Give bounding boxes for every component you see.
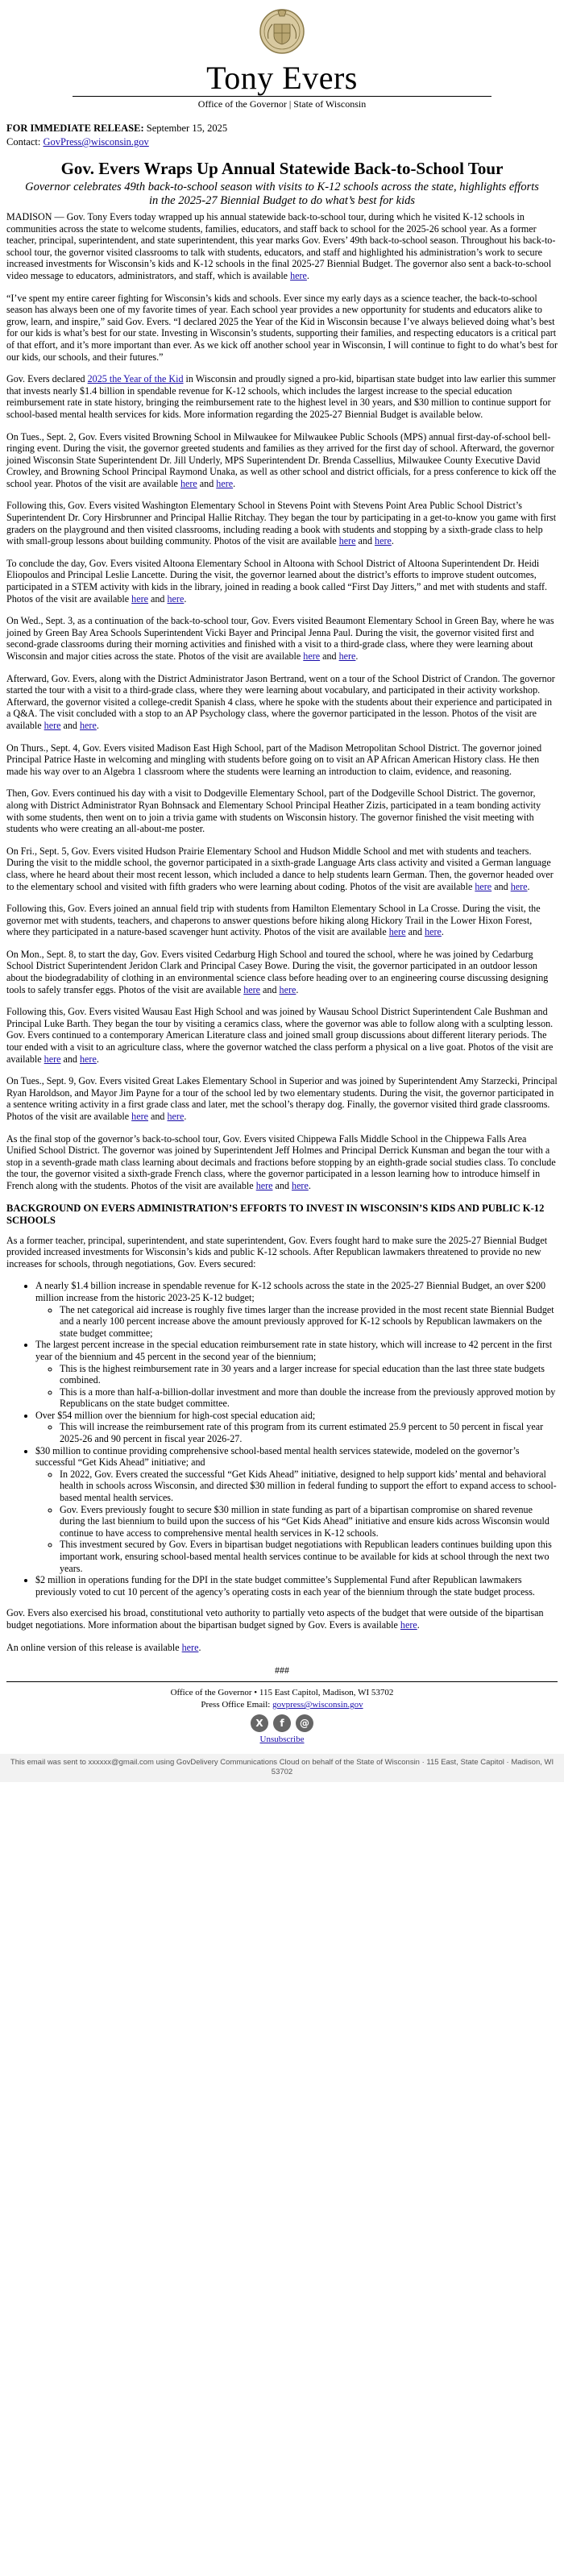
social-links — [6, 1714, 558, 1732]
budget-bullet — [35, 1339, 558, 1410]
body-text: . — [391, 535, 394, 547]
sub-bullet: ◦ The net categorical aid increase is roughly five times larger than the increase provided in the most recent state Biennial Budget and a nearly 100 percent increase above the amount previously approved for K-12 schools by Republican lawmakers on the state budget committee; — [60, 1304, 558, 1340]
body-paragraph — [6, 293, 558, 364]
body-text: and — [147, 592, 168, 605]
body-paragraph — [6, 846, 558, 892]
photo-link[interactable]: here — [375, 535, 392, 547]
body-text: and — [147, 1111, 168, 1122]
body-paragraph — [6, 373, 558, 420]
body-text: Following this, Gov. Evers joined an annual field trip with students from Hamilton Elementary School in La Crosse. During the visit, the governor met with students, teachers, and chaperons to answer questions before hiking along Hickory Trail in the Lower Hixon Forest, where they participated in a nature-based scavenger hunt activity. Photos of the visit are available — [6, 903, 541, 938]
body-text: and — [197, 477, 217, 489]
body-text: in Wisconsin and proudly signed a pro-kid, bipartisan state budget into law earlier this summer that invests nearly $1.4 billion in spendable revenue for K-12 schools, which includes the largest increase to the special education reimbursement rate in state history, bringing the reimbursement rate to the highest level in 30 years, and $30 million to continue support for school-based mental health services for kids. More information regarding the 2025-27 Biennial Budget is available below. — [6, 373, 556, 420]
body-text: . — [96, 719, 99, 731]
state-label: State of Wisconsin — [293, 98, 367, 110]
photo-link[interactable]: here — [181, 1641, 199, 1653]
photo-link[interactable]: here — [388, 926, 406, 938]
body-text: Gov. Evers also exercised his broad, constitutional veto authority to partially veto aspects of the budget that were outside of the bipartisan budget negotiations. More information about the bipartisan budget signed by Gov. Evers is available — [6, 1607, 544, 1631]
body-text: and — [320, 650, 339, 662]
body-text: An online version of this release is available — [6, 1641, 182, 1653]
sub-bullet-list — [35, 1304, 558, 1340]
photo-link[interactable]: here — [338, 535, 356, 547]
bullet-text: $2 million in operations funding for the DPI in the state budget committee’s Supplemental Fund after Republican lawmakers previously voted to cut 10 percent of the agency’s operating costs in each year of the biennium through the state budget process. — [35, 1574, 535, 1598]
photo-link[interactable]: here — [44, 719, 61, 731]
photo-link[interactable]: here — [216, 477, 234, 489]
office-line: Office of the Governor | State of Wisconsin — [73, 96, 491, 110]
body-paragraph — [6, 742, 558, 778]
body-paragraph — [6, 431, 558, 490]
unsubscribe-link[interactable]: Unsubscribe — [259, 1735, 305, 1745]
sub-bullet-list — [35, 1421, 558, 1444]
photo-link[interactable]: here — [243, 983, 261, 995]
photo-link[interactable]: here — [131, 1111, 148, 1122]
body-text: On Wed., Sept. 3, as a continuation of the back-to-school tour, Gov. Evers visited Beaumont Elementary School in Green Bay, where he was joined by Green Bay Area Schools Superintendent Vicki Bayer and Principal Jenna Paul. During the visit, the governor visited first and second-grade classrooms during their morning activities and finished with a visit to a third-grade class, where they were learning about Wisconsin and major cities across the state. Photos of the visit are available — [6, 615, 554, 662]
sub-bullet: ◦ This will increase the reimbursement rate of this program from its current estimated 25.9 percent to 50 percent in fiscal year 2025-26 and 90 percent in fiscal year 2026-27. — [60, 1421, 558, 1444]
body-text: On Mon., Sept. 8, to start the day, Gov. Evers visited Cedarburg High School and toured the school, where he was joined by Cedarburg School District Superintendent Jeridon Clark and Principal Casey Bowe. During the visit, the governor participated in an outdoor lesson about the biodegradability of clothing in an environmental science class before heading over to an engineering course discussing designing tools to safely transfer eggs. Photos of the visit are available — [6, 948, 549, 995]
body-text: To conclude the day, Gov. Evers visited Altoona Elementary School in Altoona with School District of Altoona Superintendent Dr. Heidi Eliopoulos and Principal Leslie Lancette. During the visit, the governor learned about the district’s efforts to improve student outcomes, participated in a STEM activity with kids in the library, joined in reading a book called “First Day Jitters,” and met with students and staff. Photos of the visit are available — [6, 557, 548, 605]
footer — [6, 1681, 558, 1782]
sub-bullet: ◦ In 2022, Gov. Evers created the successful “Get Kids Ahead” initiative, designed to help support kids’ mental and behavioral health in schools across Wisconsin, and directed $30 million in federal funding to support the effort to expand access to school-based mental health services. — [60, 1469, 558, 1504]
body-paragraph — [6, 1006, 558, 1065]
body-text: Following this, Gov. Evers visited Wausau East High School and was joined by Wausau School District Superintendent Cale Bushman and Principal Luke Barth. They began the tour by visiting a ceramics class, where the governor was able to follow along with a sculpting lesson. Gov. Evers continued to a contemporary American Literature class and joined small group discussions about different literary periods. The tour ended with a visit to an agriculture class, where the governor watched the class perform a physical on a live goat. Photos of the visit are available — [6, 1006, 554, 1065]
governor-name: Tony Evers — [206, 60, 358, 96]
body-text: . — [355, 650, 359, 662]
sub-bullet: ◦ This is the highest reimbursement rate in 30 years and a larger increase for special education than the last three state budgets combined. — [60, 1363, 558, 1386]
contact-label: Contact: — [6, 136, 41, 147]
end-marker: ### — [275, 1664, 289, 1676]
photo-link[interactable]: here — [400, 1618, 417, 1631]
bullet-text: Over $54 million over the biennium for high-cost special education aid; — [35, 1409, 316, 1421]
body-text: On Tues., Sept. 9, Gov. Evers visited Great Lakes Elementary School in Superior and was joined by Superintendent Amy Starzecki, Principal Ryan Haroldson, and Mayor Jim Payne for a tour of the school led by two elementary students. During the visit, the governor participated in a sentence writing activity in a first grade class and later, met the school’s therapy dog. Finally, the governor visited third grade classrooms. Photos of the visit are available — [6, 1075, 558, 1122]
online-version-paragraph — [6, 1642, 558, 1654]
release-body — [6, 211, 558, 1192]
govdelivery-notice: This email was sent to xxxxxx@gmail.com using GovDelivery Communications Cloud on behalf of the State of Wisconsin · 115 East, State Capitol · Madison, WI 53702 — [0, 1754, 564, 1782]
sub-bullet-list — [35, 1469, 558, 1574]
body-text: . — [306, 269, 309, 281]
bullet-text: $30 million to continue providing comprehensive school-based mental health services statewide, modeled on the governor’s successful “Get Kids Ahead” initiative; and — [35, 1444, 520, 1469]
budget-bullet-list — [6, 1280, 558, 1598]
x-twitter-icon[interactable]: X — [251, 1714, 268, 1732]
facebook-icon[interactable]: f — [273, 1714, 291, 1732]
body-text: . — [233, 477, 236, 489]
body-text: As the final stop of the governor’s back-to-school tour, Gov. Evers visited Chippewa Falls Middle School in the Chippewa Falls Area Unified School District. The governor was joined by Superintendent Jeff Holmes and Principal Derrick Kunsman and began the tour with a stop in a seventh-grade math class learning about decimals and fractions before stopping by an eighth-grade social studies class. To conclude the tour, the governor visited a sixth-grade French class, where the governor participated in a lesson learning how to introduce himself in French along with the students. Photos of the visit are available — [6, 1132, 556, 1191]
photo-link[interactable]: here — [475, 880, 492, 892]
body-text: and — [272, 1179, 292, 1191]
photo-link[interactable]: here — [338, 650, 356, 662]
veto-paragraph — [6, 1607, 558, 1631]
body-paragraph — [6, 558, 558, 605]
budget-bullet — [35, 1574, 558, 1598]
body-text: . — [527, 880, 530, 892]
bullet-text: The largest percent increase in the special education reimbursement rate in state history, which will increase to 42 percent in the first year of the biennium and 45 percent in the second year of the biennium; — [35, 1339, 553, 1362]
body-text: . — [184, 1111, 187, 1122]
footer-address: Office of the Governor • 115 East Capitol, Madison, WI 53702 — [170, 1688, 394, 1698]
body-text: Afterward, Gov. Evers, along with the District Administrator Jason Bertrand, went on a tour of the School District of Crandon. The governor started the tour with a visit to a third-grade class, where they were learning about vocabulary, and participated in their activity workshop. Afterward, the governor visited a college-credit Spanish 4 class, where he spoke with the students about their experience and participated in a Q&A. The visit concluded with a stop to an AP Psychology class, where the governor participated in the lesson. Photos of the visit are available — [6, 672, 555, 731]
body-text: and — [491, 880, 511, 892]
photo-link[interactable]: here — [44, 1053, 61, 1065]
body-text: and — [60, 719, 80, 731]
body-text: . — [184, 592, 187, 605]
body-paragraph — [6, 615, 558, 662]
photo-link[interactable]: here — [510, 880, 528, 892]
photo-link[interactable]: here — [167, 1111, 185, 1122]
photo-link[interactable]: here — [303, 650, 321, 662]
body-paragraph — [6, 903, 558, 938]
body-paragraph — [6, 949, 558, 995]
budget-bullet — [35, 1280, 558, 1339]
photo-link[interactable]: here — [80, 719, 97, 731]
body-paragraph — [6, 1075, 558, 1122]
body-paragraph — [6, 500, 558, 546]
body-text: and — [60, 1053, 80, 1065]
body-paragraph — [6, 673, 558, 732]
press-email-link[interactable]: govpress@wisconsin.gov — [272, 1700, 363, 1710]
photo-link[interactable]: here — [279, 983, 297, 995]
photo-link[interactable]: 2025 the Year of the Kid — [87, 373, 184, 385]
photo-link[interactable]: here — [292, 1179, 309, 1191]
release-info — [6, 122, 558, 149]
sub-bullet: ◦ Gov. Evers previously fought to secure $30 million in state funding as part of a bipartisan compromise on shared revenue during the last biennium to build upon the success of his “Get Kids Ahead” initiative and ensure kids across Wisconsin would continue to have access to comprehensive mental health services in K-12 schools. — [60, 1504, 558, 1539]
release-title: Gov. Evers Wraps Up Annual Statewide Back-to-School Tour — [60, 159, 504, 178]
body-paragraph — [6, 211, 558, 282]
sub-bullet: ◦ This investment secured by Gov. Evers in bipartisan budget negotiations with Republican leaders continues building upon this important work, ensuring school-based mental health services continue to be available for kids at school through the next two years. — [60, 1539, 558, 1574]
sub-bullet-list — [35, 1363, 558, 1410]
body-text: Following this, Gov. Evers visited Washington Elementary School in Stevens Point with Stevens Point Area Public School District’s Superintendent Dr. Cory Hirsbrunner and Principal Hallie Ritchay. They began the tour by participating in a get-to-know you game with first graders on the playground and then visited classrooms, including reading a book with students and stopping by a sixth-grade class to help with small-group lessons about building community. Photos of the visit are available — [6, 500, 557, 547]
body-text: On Tues., Sept. 2, Gov. Evers visited Browning School in Milwaukee for Milwaukee Public Schools (MPS) annual first-day-of-school bell-ringing event. During the visit, the governor greeted students and families as they arrived for the first day of school. Afterward, the governor joined Wisconsin State Superintendent Dr. Jill Underly, MPS Superintendent Dr. Brenda Cassellius, Milwaukee County Executive David Crowley, and Browning School Principal Raymond Unaka, as well as other school and district officials, for a press conference to kick off the school year. Photos of the visit are available — [6, 430, 557, 489]
photo-link[interactable]: here — [290, 269, 307, 281]
background-intro: As a former teacher, principal, superintendent, and state superintendent, Gov. Evers fought hard to make sure the 2025-27 Biennial Budget provided increased investments for Wisconsin’s kids and public K-12 schools. After Republican lawmakers threatened to provide no new increases for schools, through negotiations, Gov. Evers secured: — [6, 1234, 548, 1269]
body-text: . — [441, 926, 444, 938]
body-text: On Fri., Sept. 5, Gov. Evers visited Hudson Prairie Elementary School and Hudson Middle School and met with students and teachers. During the visit to the middle school, the governor participated in a sixth-grade Language Arts class activity and visited a German language class, where he heard about their most recent lesson, which included a dance to help students learn German. Then, the governor headed over to the elementary school and visited with fifth graders who were learning about coding. Photos of the visit are available — [6, 845, 554, 892]
body-text: “I’ve spent my entire career fighting for Wisconsin’s kids and schools. Ever since my early days as a science teacher, the back-to-school season has always been one of my favorite times of year. Each school year provides a new opportunity for students and educators alike to grow, learn, and inspire,” said Gov. Evers. “I declared 2025 the Year of the Kid in Wisconsin because I’ve always believed doing what’s best for our kids is what’s best for our state. Investing in Wisconsin’s students, supporting their families, and respecting educators is a critical part of that effort, and it’s more important than ever. As we kick off another school year in Wisconsin, I will continue to fight to do what’s best for our kids, our schools, and their futures.” — [6, 292, 558, 363]
body-paragraph — [6, 787, 558, 834]
body-paragraph — [6, 1133, 558, 1192]
photo-link[interactable]: here — [80, 1053, 97, 1065]
sub-bullet: ◦ This is a more than half-a-billion-dollar investment and more than double the increase from the previously approved motion by Republicans on the state budget committee. — [60, 1386, 558, 1410]
body-text: . — [417, 1618, 420, 1631]
body-text: . — [198, 1641, 201, 1653]
photo-link[interactable]: here — [167, 592, 185, 605]
photo-link[interactable]: here — [131, 592, 148, 605]
release-subtitle: Governor celebrates 49th back-to-school season with visits to K-12 schools across the state, highlights efforts in the 2025-27 Biennial Budget to do what’s best for kids — [25, 181, 539, 207]
body-text: and — [260, 983, 280, 995]
photo-link[interactable]: here — [425, 926, 442, 938]
photo-link[interactable]: here — [180, 477, 197, 489]
bullet-text: A nearly $1.4 billion increase in spendable revenue for K-12 schools across the state in the 2025-27 Biennial Budget, an over $200 million increase from the historic 2023-25 K-12 budget; — [35, 1280, 546, 1303]
masthead — [6, 0, 558, 110]
contact-email-link[interactable]: GovPress@wisconsin.gov — [43, 136, 149, 147]
photo-link[interactable]: here — [255, 1179, 273, 1191]
budget-bullet — [35, 1410, 558, 1445]
body-text: . — [96, 1053, 99, 1065]
release-date: September 15, 2025 — [146, 123, 228, 134]
body-text: . — [308, 1179, 311, 1191]
body-text: Then, Gov. Evers continued his day with a visit to Dodgeville Elementary School, part of the Dodgeville School District. The governor, along with District Administrator Ryan Bohnsack and Elementary School Principal Heather Zizis, participated in a team bonding activity with some students, then went on to join a trivia game with students on Wisconsin history. The governor finished the visit meeting with students who were creating an all-about-me poster. — [6, 787, 541, 835]
background-heading: BACKGROUND ON EVERS ADMINISTRATION’S EFFORTS TO INVEST IN WISCONSIN’S KIDS AND PUBLIC K-12 SCHOOLS — [6, 1202, 545, 1226]
body-text: . — [296, 983, 299, 995]
release-label: FOR IMMEDIATE RELEASE: — [6, 123, 144, 134]
body-text: MADISON — Gov. Tony Evers today wrapped up his annual statewide back-to-school tour, during which he visited K-12 schools in communities across the state to welcome students, families, educators, and staff back to school for the 2025-26 school year. As a former teacher, principal, superintendent, and state superintendent, this year marks Gov. Evers’ 49th back-to-school season. Throughout his back-to-school tour, the governor visited classrooms to talk with students, educators, and staff and highlighted his administration’s work to secure increased investments for Wisconsin’s kids and K-12 schools in the final 2025-27 Biennial Budget. The governor also sent a back-to-school video message to educators, administrators, and staff, which is available — [6, 211, 556, 281]
body-text: and — [355, 535, 375, 547]
state-seal-icon — [259, 6, 305, 55]
budget-bullet — [35, 1445, 558, 1575]
press-email-label: Press Office Email: — [201, 1700, 271, 1710]
body-text: On Thurs., Sept. 4, Gov. Evers visited Madison East High School, part of the Madison Metropolitan School District. The governor joined Principal Patrice Haste in welcoming and mingling with students before going on to visit an AP African American History class. He then made his way over to an Algebra 1 classroom where the students were learning an introduction to claim, evidence, and reasoning. — [6, 742, 542, 777]
email-icon[interactable]: @ — [296, 1714, 313, 1732]
body-text: and — [405, 926, 425, 938]
office-label: Office of the Governor — [197, 98, 287, 110]
body-text: Gov. Evers declared — [6, 373, 88, 385]
